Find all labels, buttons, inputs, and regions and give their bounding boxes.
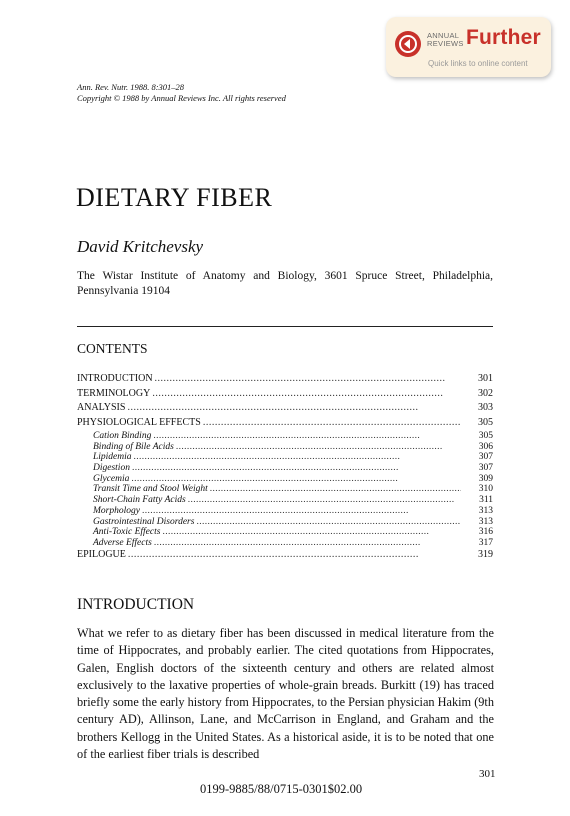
toc-entry-label: PHYSIOLOGICAL EFFECTS: [77, 416, 201, 428]
toc-entry: [77, 402, 493, 417]
toc-entry: [77, 474, 493, 485]
toc-entry-label: Lipidemia: [93, 452, 132, 463]
toc-entry-page: 306: [478, 441, 493, 452]
toc-leader-dots: [142, 506, 461, 516]
toc-entry: [77, 517, 493, 528]
divider: [77, 326, 493, 327]
citation-line: Ann. Rev. Nutr. 1988. 8:301–28: [77, 82, 185, 92]
toc-leader-dots: [132, 463, 461, 473]
toc-entry-label: Morphology: [93, 505, 140, 516]
toc-leader-dots: [203, 417, 461, 428]
page-number: 301: [479, 768, 496, 780]
toc-entry-page: 301: [478, 373, 493, 384]
toc-entry-label: Gastrointestinal Disorders: [93, 516, 195, 527]
toc-entry: [77, 452, 493, 463]
toc-leader-dots: [210, 484, 461, 494]
toc-leader-dots: [131, 474, 461, 484]
toc-entry-page: 319: [478, 548, 493, 560]
author-affiliation: The Wistar Institute of Anatomy and Biology, 3601 Spruce Street, Philadelphia, Pennsylvania 19104: [77, 270, 493, 297]
toc-leader-dots: [128, 549, 461, 560]
toc-entry: [77, 506, 493, 517]
toc-entry-label: INTRODUCTION: [77, 373, 153, 384]
toc-entry: [77, 373, 493, 388]
toc-entry-page: 316: [478, 527, 493, 538]
play-arrow-icon: [395, 31, 421, 57]
toc-leader-dots: [127, 402, 461, 413]
toc-leader-dots: [153, 431, 461, 441]
toc-entry-page: 303: [478, 402, 493, 413]
toc-entry-page: 310: [478, 484, 493, 495]
toc-leader-dots: [196, 517, 461, 527]
toc-entry-label: Transit Time and Stool Weight: [93, 484, 208, 495]
toc-entry: [77, 463, 493, 474]
toc-entry: [77, 484, 493, 495]
toc-entry-label: Digestion: [93, 463, 130, 474]
article-title: DIETARY FIBER: [76, 183, 273, 212]
toc-entry-page: 309: [478, 473, 493, 484]
toc-leader-dots: [162, 527, 461, 537]
toc-entry-label: Anti-Toxic Effects: [93, 527, 161, 538]
table-of-contents: [77, 373, 493, 563]
toc-entry: [77, 549, 493, 564]
annual-reviews-further-badge[interactable]: [386, 17, 551, 77]
toc-entry-page: 307: [478, 463, 493, 474]
toc-entry-label: ANALYSIS: [77, 402, 126, 413]
toc-entry: [77, 495, 493, 506]
toc-leader-dots: [152, 388, 461, 399]
toc-entry-page: 317: [478, 537, 493, 548]
toc-entry-label: TERMINOLOGY: [77, 387, 151, 399]
toc-entry-label: EPILOGUE: [77, 548, 126, 560]
toc-entry-label: Cation Binding: [93, 431, 152, 441]
section-heading: INTRODUCTION: [77, 596, 195, 613]
toc-leader-dots: [134, 452, 461, 462]
copyright-line: Copyright © 1988 by Annual Reviews Inc. All rights reserved: [77, 93, 286, 103]
toc-entry-page: 307: [478, 452, 493, 463]
toc-entry: [77, 431, 493, 442]
toc-leader-dots: [188, 495, 461, 505]
toc-entry-label: Binding of Bile Acids: [93, 441, 174, 452]
toc-entry: [77, 417, 493, 432]
toc-entry-page: 313: [478, 516, 493, 527]
toc-entry: [77, 388, 493, 403]
toc-leader-dots: [176, 442, 461, 452]
toc-entry-label: Glycemia: [93, 473, 130, 484]
footer-code: 0199-9885/88/0715-0301$02.00: [200, 782, 363, 796]
toc-entry-page: 311: [479, 495, 493, 506]
toc-entry-label: Short-Chain Fatty Acids: [93, 495, 186, 506]
author-name: David Kritchevsky: [77, 237, 204, 256]
toc-entry: [77, 442, 493, 453]
badge-subtitle: Quick links to online content: [428, 59, 528, 68]
contents-heading: CONTENTS: [77, 341, 148, 356]
toc-leader-dots: [154, 538, 461, 548]
badge-further-label: Further: [466, 26, 541, 49]
toc-entry-page: 305: [478, 431, 493, 441]
toc-entry-page: 302: [478, 387, 493, 399]
body-paragraph: What we refer to as dietary fiber has been discussed in medical literature from the time of Hippocrates, and probably earlier. The cited quotations from Hippocrates, Galen, English doctors of the sixteenth century and others are related almost exclusively to the laxative properties of whole-grain breads. Burkitt (19) has traced briefly some the early history from Hippocrates, to the Persian physician Hakim (9th century AD), Allinson, Lane, and McCarrison in England, and Graham and the brothers Kellogg in the United States. As a historical aside, it is to be noted that one of the earliest fiber trials is described: [77, 626, 494, 762]
journal-citation: [77, 82, 286, 104]
toc-entry-page: 313: [478, 505, 493, 516]
toc-leader-dots: [155, 373, 461, 384]
toc-entry: [77, 538, 493, 549]
toc-entry: [77, 527, 493, 538]
toc-entry-page: 305: [478, 416, 493, 428]
badge-publisher-label: ANNUAL REVIEWS: [427, 31, 464, 48]
toc-entry-label: Adverse Effects: [93, 537, 152, 548]
